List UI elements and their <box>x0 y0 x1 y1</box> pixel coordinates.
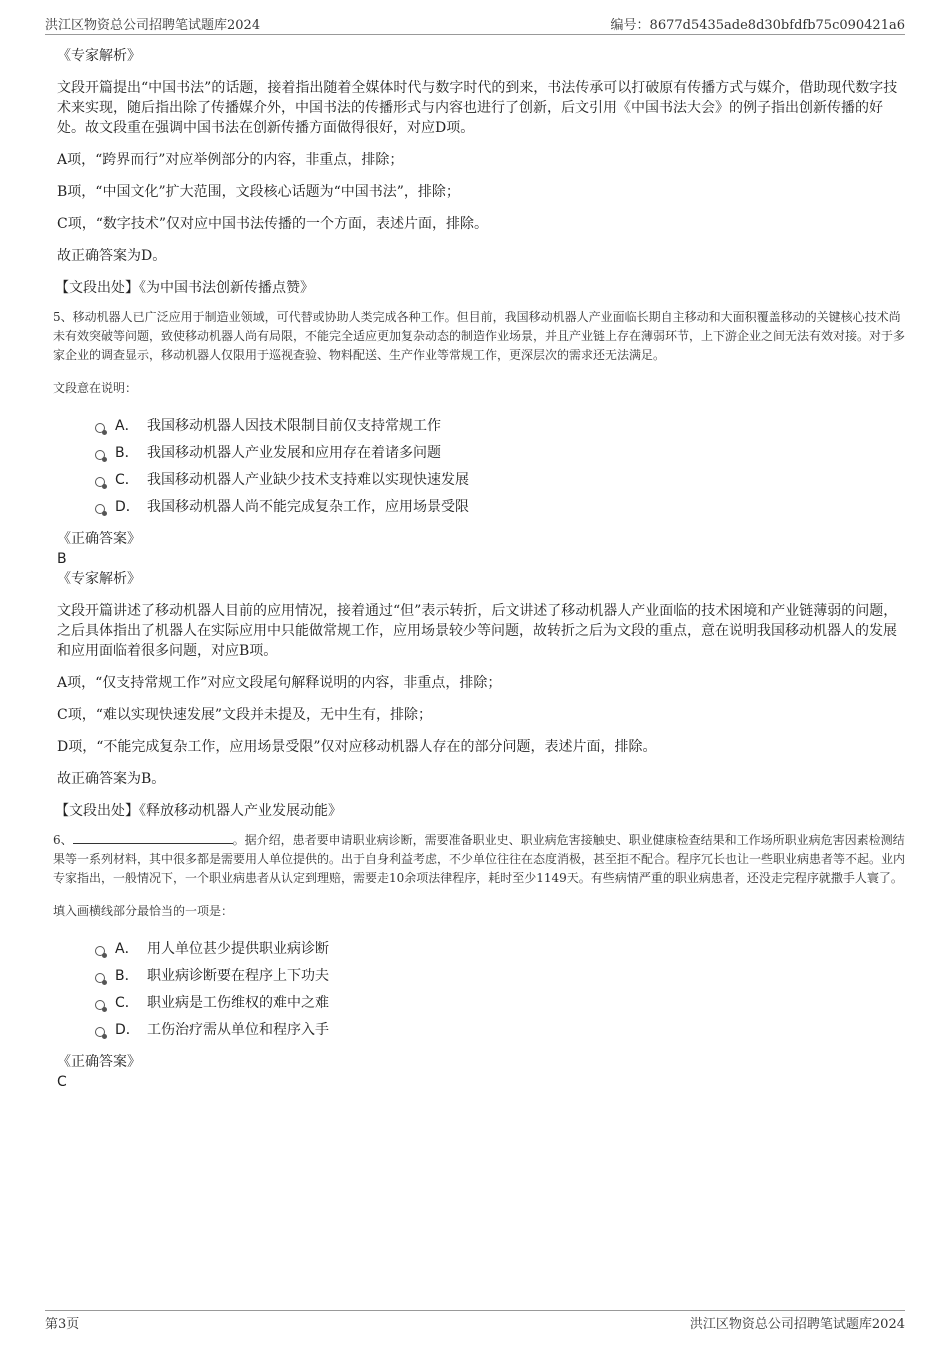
footer-divider <box>45 1310 905 1311</box>
question-number: 6、 <box>53 833 73 847</box>
analysis-conclusion: 故正确答案为B。 <box>57 771 166 787</box>
radio-icon[interactable] <box>95 504 105 514</box>
source-citation: 【文段出处】《释放移动机器人产业发展动能》 <box>55 803 342 819</box>
option-c[interactable] <box>95 465 905 492</box>
radio-icon[interactable] <box>95 946 105 956</box>
answer-label: 《正确答案》 <box>57 1054 141 1070</box>
analysis-label: 《专家解析》 <box>57 571 141 587</box>
option-letter: B． <box>115 444 139 461</box>
header-doc-id: 编号：8677d5435ade8d30bfdfb75c090421a6 <box>610 18 905 33</box>
option-letter: C． <box>115 471 139 488</box>
option-b[interactable] <box>95 961 905 988</box>
option-text: 用人单位甚少提供职业病诊断 <box>147 940 329 957</box>
option-text: 我国移动机器人产业发展和应用存在着诸多问题 <box>147 444 441 461</box>
header-title: 洪江区物资总公司招聘笔试题库2024 <box>45 18 261 33</box>
option-letter: D． <box>115 498 140 515</box>
option-b[interactable] <box>95 438 905 465</box>
analysis-option-a: A项，“跨界而行”对应举例部分的内容，非重点，排除； <box>57 152 404 168</box>
option-a[interactable] <box>95 411 905 438</box>
radio-icon[interactable] <box>95 1027 105 1037</box>
option-d[interactable] <box>95 1015 905 1042</box>
page-number: 第3页 <box>45 1317 80 1332</box>
option-text: 我国移动机器人产业缺少技术支持难以实现快速发展 <box>147 471 469 488</box>
option-text: 我国移动机器人因技术限制目前仅支持常规工作 <box>147 417 441 434</box>
option-letter: A． <box>115 940 139 957</box>
header-divider <box>45 34 905 35</box>
analysis-conclusion: 故正确答案为D。 <box>57 248 167 264</box>
question-body: 。据介绍，患者要申请职业病诊断，需要准备职业史、职业病危害接触史、职业健康检查结果和工作场所职业病危害因素检测结果等一系列材料，其中很多都是需要用人单位提供的。出于自身利益考虑，不少单位往往在态度消极，甚至拒不配合。程序冗长也让一些职业病患者等不起。业内专家指出，一般情况下，一个职业病患者从认定到理赔，需要走10余项法律程序，耗时至少1149天。有些病情严重的职业病患者，还没走完程序就撒手人寰了。 <box>53 833 906 885</box>
question-5-prompt: 文段意在说明： <box>53 381 138 395</box>
question-6-prompt: 填入画横线部分最恰当的一项是： <box>53 904 234 918</box>
radio-icon[interactable] <box>95 477 105 487</box>
analysis-option-c: C项，“数字技术”仅对应中国书法传播的一个方面，表述片面，排除。 <box>57 216 489 232</box>
analysis-option-c: C项，“难以实现快速发展”文段并未提及，无中生有，排除； <box>57 707 433 723</box>
option-c[interactable] <box>95 988 905 1015</box>
page-header <box>0 0 950 40</box>
analysis-option-b: B项，“中国文化”扩大范围，文段核心话题为“中国书法”，排除； <box>57 184 460 200</box>
question-6-options <box>95 934 905 1042</box>
analysis-option-d: D项，“不能完成复杂工作，应用场景受限”仅对应移动机器人存在的部分问题，表述片面，排除。 <box>57 739 657 755</box>
question-5-options <box>95 411 905 519</box>
radio-icon[interactable] <box>95 1000 105 1010</box>
radio-icon[interactable] <box>95 450 105 460</box>
answer-label: 《正确答案》 <box>57 531 141 547</box>
source-citation: 【文段出处】《为中国书法创新传播点赞》 <box>55 280 314 296</box>
radio-icon[interactable] <box>95 423 105 433</box>
analysis-option-a: A项，“仅支持常规工作”对应文段尾句解释说明的内容，非重点，排除； <box>57 675 502 691</box>
option-text: 职业病诊断要在程序上下功夫 <box>147 967 329 984</box>
option-letter: B． <box>115 967 139 984</box>
option-text: 职业病是工伤维权的难中之难 <box>147 994 329 1011</box>
answer-value: C <box>57 1074 67 1090</box>
option-letter: C． <box>115 994 139 1011</box>
question-6-text <box>53 831 905 888</box>
analysis-text: 文段开篇提出“中国书法”的话题，接着指出随着全媒体时代与数字时代的到来，书法传承可以打破原有传播方式与媒介，借助现代数字技术来实现，随后指出除了传播媒介外，中国书法的传播形式与内容也进行了创新，后文引用《中国书法大会》的例子指出创新传播的好处。故文段重在强调中国书法在创新传播方面做得很好，对应D项。 <box>57 80 898 136</box>
option-text: 工伤治疗需从单位和程序入手 <box>147 1021 329 1038</box>
option-a[interactable] <box>95 934 905 961</box>
analysis-text: 文段开篇讲述了移动机器人目前的应用情况，接着通过“但”表示转折，后文讲述了移动机器人产业面临的技术困境和产业链薄弱的问题，之后具体指出了机器人在实际应用中只能做常规工作，应用场景较少等问题，故转折之后为文段的重点，意在说明我国移动机器人的发展和应用面临着很多问题，对应B项。 <box>57 603 898 659</box>
question-5-text: 5、移动机器人已广泛应用于制造业领域，可代替或协助人类完成各种工作。但目前，我国移动机器人产业面临长期自主移动和大面积覆盖移动的关键核心技术尚未有效突破等问题，致使移动机器人尚有局限，不能完全适应更加复杂动态的制造作业场景，并且产业链上存在薄弱环节，上下游企业之间无法有效对接。对于多家企业的调查显示，移动机器人仅限用于巡视查验、物料配送、生产作业等常规工作，更深层次的需求还无法满足。 <box>53 310 906 362</box>
page-content <box>45 46 905 1092</box>
option-letter: D． <box>115 1021 140 1038</box>
footer-title: 洪江区物资总公司招聘笔试题库2024 <box>689 1317 905 1332</box>
analysis-label: 《专家解析》 <box>57 48 141 64</box>
radio-icon[interactable] <box>95 973 105 983</box>
option-text: 我国移动机器人尚不能完成复杂工作，应用场景受限 <box>147 498 469 515</box>
option-d[interactable] <box>95 492 905 519</box>
fill-blank <box>73 831 233 844</box>
option-letter: A． <box>115 417 139 434</box>
answer-value: B <box>57 551 67 567</box>
